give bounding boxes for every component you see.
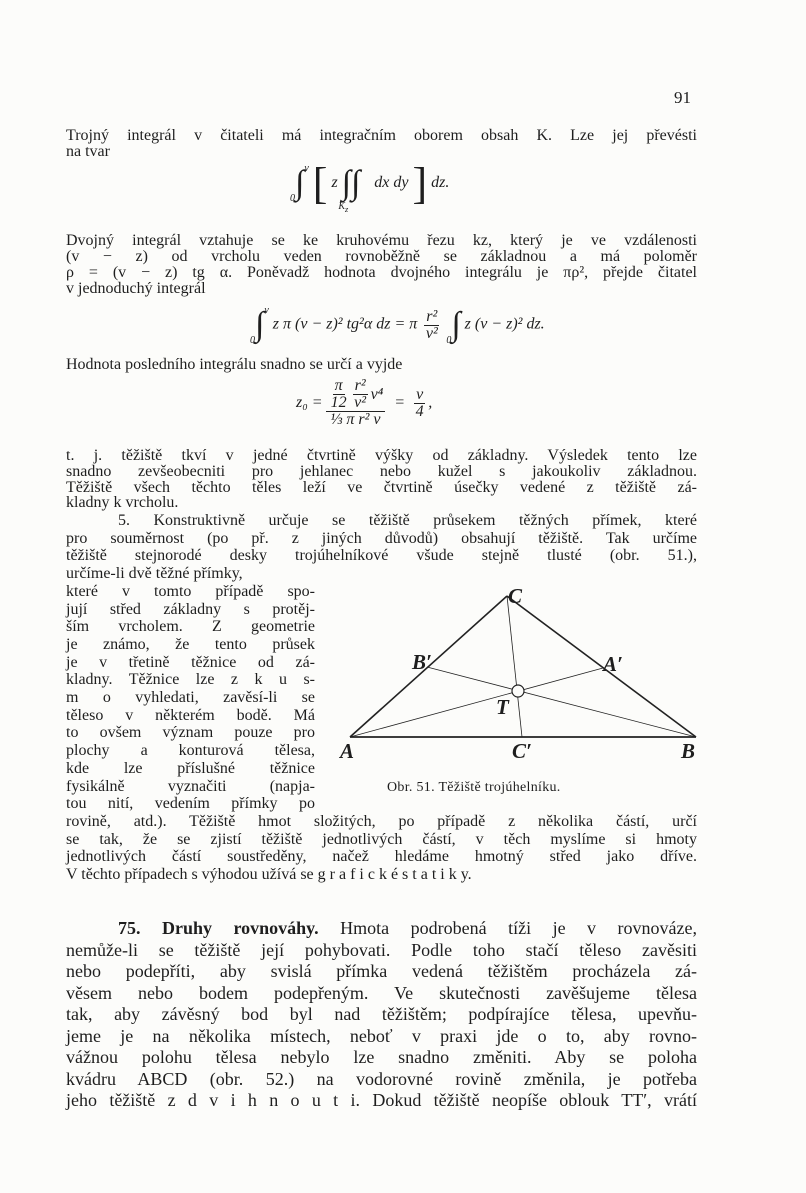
text-line: snadno zevšeobecniti pro jehlanec nebo kužel s jakoukoliv základnou. — [66, 462, 697, 480]
numerator: r² — [426, 307, 438, 325]
integral-sign: ∫ — [295, 164, 305, 202]
integral-sign: ∫ — [255, 306, 265, 343]
text-line: nemůže-li se těžiště její pohybovati. Podle toho stačí těleso zavěsiti — [66, 939, 697, 960]
label-t: T — [496, 695, 509, 719]
text-line: jeho těžiště z d v i h n o u t i. Dokud těžiště neopíše oblouk TT′, vrátí — [66, 1090, 697, 1110]
text-line: Trojný integrál v čitateli má integračním oborem obsah K. Lze jej převésti — [66, 127, 697, 144]
text-line: kladny. Těžnice lze z k u s- — [66, 671, 315, 689]
upper-limit: v — [264, 304, 269, 316]
text-line: fysikálně vyznačiti (napja- — [66, 777, 315, 795]
equals: = — [394, 394, 406, 411]
text-line: na tvar — [66, 143, 110, 160]
differential: dz. — [431, 174, 450, 192]
text-line: m o vyhledati, zavěsí-li se — [66, 689, 315, 706]
text-line: ším vrcholem. Z geometrie — [66, 618, 315, 636]
text-line: rovině, atd.). Těžiště hmot složitých, po případě z několika částí, určí — [66, 812, 697, 830]
denominator: v² — [425, 324, 438, 342]
page-number: 91 — [674, 88, 691, 107]
text-line: V těchto případech s výhodou užívá se g r a f i c k é s t a t i k y. — [66, 866, 472, 883]
domain-k: K — [338, 201, 345, 213]
label-c: C — [508, 584, 523, 608]
text-line: kvádru ABCD (obr. 52.) na vodorovné rovině změnila, je potřeba — [66, 1068, 697, 1089]
numerator: v — [416, 385, 424, 403]
formula-left-side: z π (v − z)² tg²α dz = π — [272, 315, 418, 333]
side-bc — [507, 596, 696, 737]
label-b-prime: B′ — [412, 650, 432, 674]
label-a-prime: A′ — [603, 652, 623, 676]
text-line: těleso v některém bodě. Má — [66, 706, 315, 724]
lower-limit: 0 — [290, 193, 295, 205]
bracket-close: ] — [412, 159, 428, 208]
text-line: to ovšem význam pouze pro — [66, 724, 315, 742]
lower-limit: 0 — [446, 334, 452, 346]
formula-right-side: z (v − z)² dz. — [464, 315, 545, 333]
text-line: jednotlivých částí soustředěny, načež hledáme hmotný střed jako dříve. — [66, 848, 697, 866]
text-line: jují střed základny s protěj- — [66, 600, 315, 618]
text-line: Hmota podrobená tíži je v rovnováze, — [318, 918, 697, 938]
text-line: plochy a konturová tělesa, — [66, 742, 315, 760]
section-heading: 75. Druhy rovnováhy. — [118, 918, 319, 938]
text-line: je v třetině těžnice od zá- — [66, 653, 315, 671]
text-line: ρ = (v − z) tg α. Poněvadž hodnota dvojného integrálu je πρ², přejde čitatel — [66, 264, 697, 281]
figure-caption: Obr. 51. Těžiště trojúhelníku. — [387, 780, 561, 795]
text-line: určíme-li dvě těžné přímky, — [66, 565, 243, 583]
text-line: tak, aby závěsný bod byl nad těžištěm; podpírajíce tělesa, upevňu- — [66, 1004, 697, 1024]
text-line: Těžiště všech těchto těles leží ve čtvrtině úsečky vedené z těžiště zá- — [66, 478, 697, 496]
text-line: je známo, že tento průsek — [66, 635, 315, 653]
centroid-marker — [512, 685, 524, 697]
denominator: v² — [354, 394, 367, 411]
integral-sign: ∫ — [451, 306, 461, 343]
text-line: těžiště stejnorodé desky trojúhelníkové všude stejně tlusté (obr. 51.), — [66, 547, 697, 565]
var-z: z — [331, 174, 338, 192]
numerator: r² — [354, 377, 366, 394]
denominator: 4 — [415, 402, 424, 420]
text-line: vážnou polohu tělesa nebylo lze snadno změniti. Aby se poloha — [66, 1047, 697, 1067]
text-line: 5. Konstruktivně určuje se těžiště průsekem těžných přímek, které — [118, 512, 697, 529]
text-line: kde lze příslušné těžnice — [66, 759, 315, 777]
denominator: 12 — [330, 394, 347, 411]
comma: , — [428, 394, 433, 411]
label-c-prime: C′ — [512, 739, 532, 763]
text-line: se tak, že se zjistí těžiště jednotlivých částí, v těch myslíme si hmoty — [66, 830, 697, 848]
numerator: π — [334, 377, 343, 394]
bracket-open: [ — [312, 159, 328, 208]
label-a: A — [340, 739, 355, 763]
z0-lhs: z₀ = — [296, 394, 323, 411]
text-line: tou nití, vedením přímky po — [66, 795, 315, 813]
text-line: Dvojný integrál vztahuje se ke kruhovému řezu kz, který je ve vzdálenosti — [66, 232, 697, 249]
text-line: Hodnota posledního integrálu snadno se určí a vyjde — [66, 356, 403, 373]
lower-limit: 0 — [250, 334, 255, 346]
text-line: v jednoduchý integrál — [66, 280, 206, 297]
median-c — [507, 596, 522, 737]
text-line: kladny k vrcholu. — [66, 494, 179, 512]
upper-limit: v — [304, 163, 309, 175]
text-line: t. j. těžiště tkví v jedné čtvrtině výšky od základny. Výsledek tento lze — [66, 447, 697, 464]
domain-sub: z — [344, 205, 349, 215]
text-line: jeme je na několika místech, neboť v praxi jde o to, aby rovno- — [66, 1025, 697, 1046]
main-denominator: ⅓ π r² v — [330, 411, 381, 428]
label-b: B — [681, 739, 696, 763]
integrand: dx dy — [374, 174, 409, 192]
text-line: věsem nebo bodem podepřeným. Ve skutečnosti zavěšujeme tělesa — [66, 982, 697, 1003]
double-integral-sign: ∫∫ — [341, 164, 361, 202]
text-line: které v tomto případě spo- — [66, 582, 315, 600]
median-b — [427, 667, 696, 737]
text-line: nebo podepříti, aby svislá přímka vedená těžištěm procházela zá- — [66, 961, 697, 981]
text-line: (v − z) od vrcholu veden rovnoběžně se základnou a má poloměr — [66, 248, 697, 265]
v4-term: v⁴ — [370, 385, 384, 403]
text-line: pro souměrnost (po př. z jiných důvodů) obsahují těžiště. Tak určíme — [66, 529, 697, 547]
